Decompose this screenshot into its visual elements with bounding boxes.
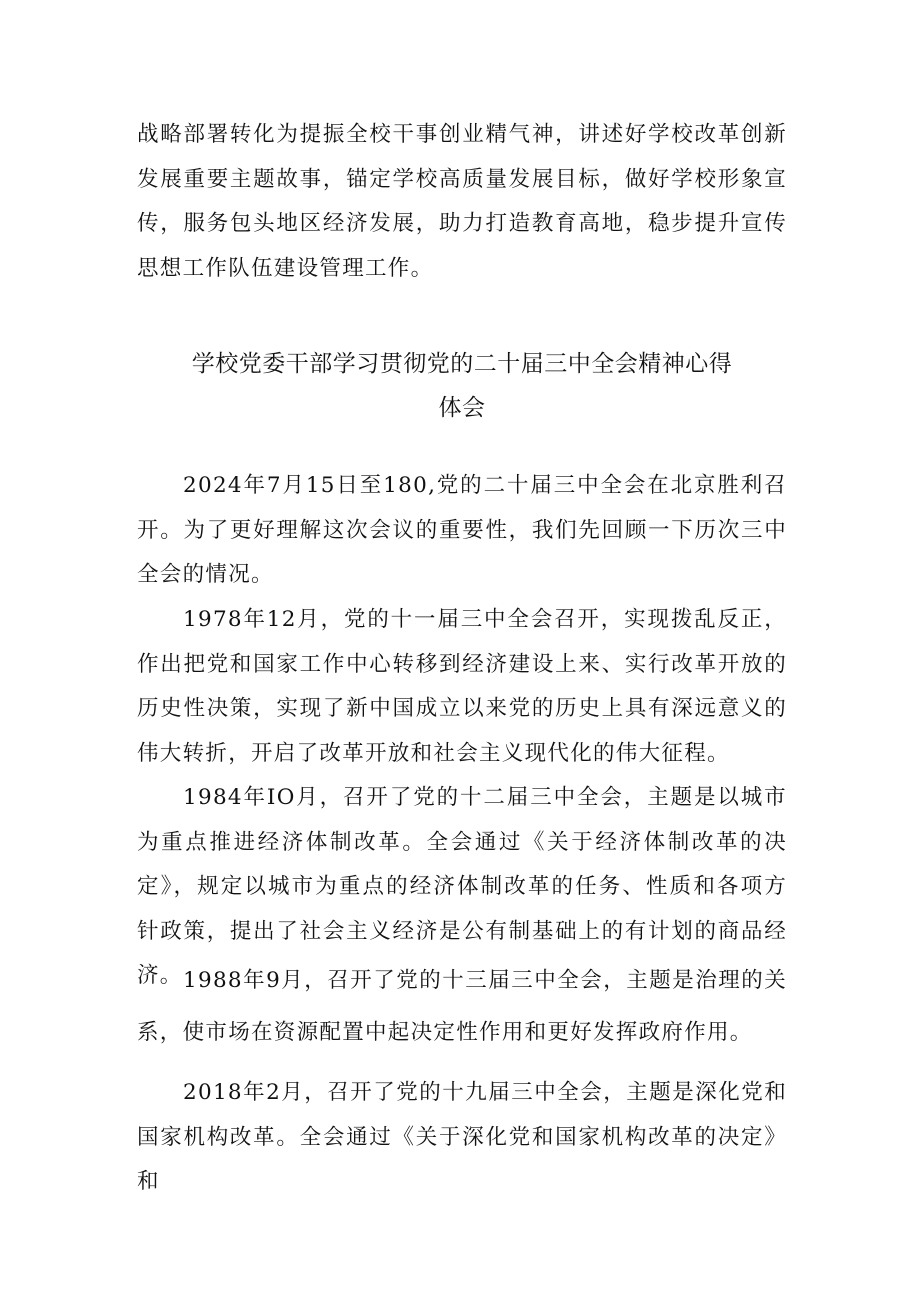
body-paragraph: 1978年12月，党的十一届三中全会召开，实现拨乱反正，作出把党和国家工作中心转移到经济建设上来、实行改革开放的历史性决策，实现了新中国成立以来党的历史上具有深远意义的伟大转折，开启了改革开放和社会主义现代化的伟大征程。: [137, 607, 787, 766]
article-title-line-1: 学校党委干部学习贯彻党的二十届三中全会精神心得: [191, 351, 733, 377]
body-paragraph: 2018年2月，召开了党的十九届三中全会，主题是深化党和国家机构改革。全会通过《关于深化党和国家机构改革的决定》和: [137, 1080, 787, 1194]
article-title: [137, 342, 787, 430]
article-title-line-2: 体会: [438, 395, 486, 421]
intro-paragraph: 战略部署转化为提振全校干事创业精气神，讲述好学校改革创新发展重要主题故事，锚定学校高质量发展目标，做好学校形象宣传，服务包头地区经济发展，助力打造教育高地，稳步提升宣传思想工作队伍建设管理工作。: [137, 122, 787, 281]
body-paragraph: 1988年9月，召开了党的十三届三中全会，主题是治理的关系，使市场在资源配置中起决定性作用和更好发挥政府作用。: [137, 968, 787, 1045]
body-paragraph: 2024年7月15日至180,党的二十届三中全会在北京胜利召开。为了更好理解这次会议的重要性，我们先回顾一下历次三中全会的情况。: [137, 473, 787, 587]
body-paragraph: 1984年IO月，召开了党的十二届三中全会，主题是以城市为重点推进经济体制改革。全会通过《关于经济体制改革的决定》，规定以城市为重点的经济体制改革的任务、性质和各项方针政策，提出了社会主义经济是公有制基础上的有计划的商品经济。: [137, 785, 787, 988]
